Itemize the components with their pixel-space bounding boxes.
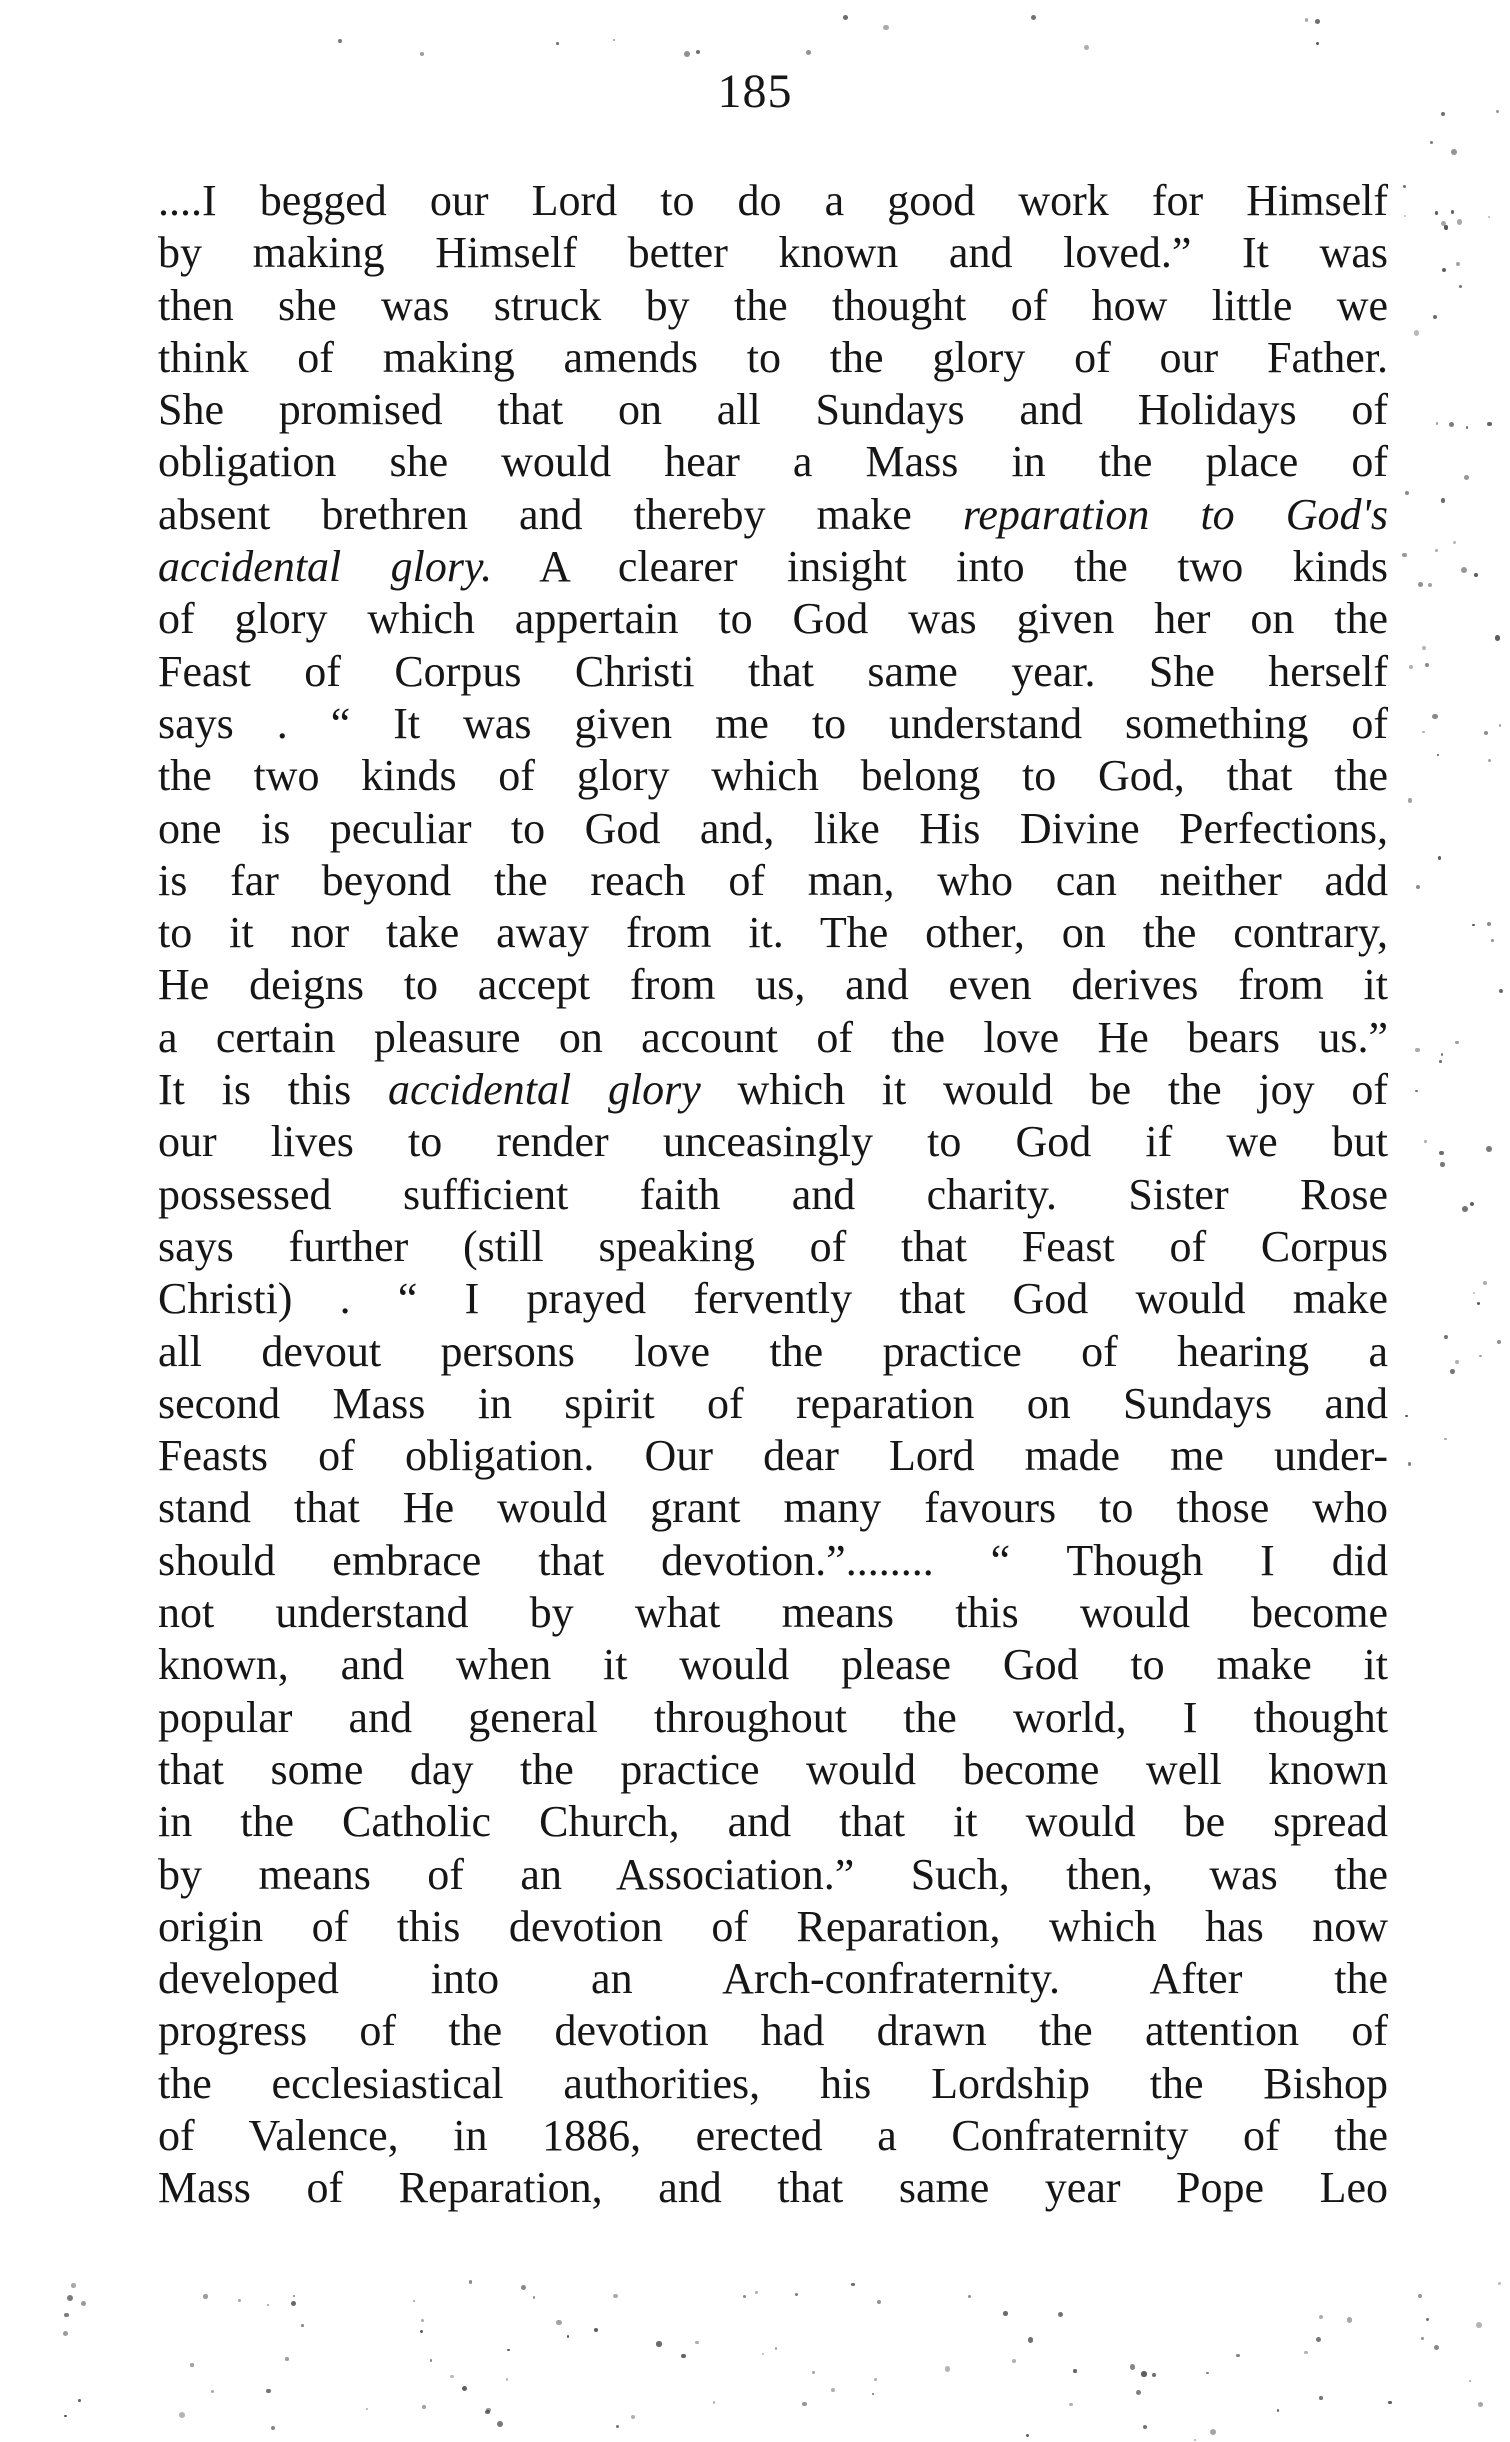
text-segment: a certain pleasure on account of the love He bears us.” xyxy=(158,1012,1388,1062)
text-segment: the two kinds of glory which belong to God, that the xyxy=(158,751,1388,801)
text-segment: to it nor take away from it. The other, on the contrary, xyxy=(158,908,1388,958)
speck xyxy=(1435,549,1438,552)
speck xyxy=(1499,724,1502,727)
speck xyxy=(616,2425,619,2428)
speck xyxy=(1210,2429,1216,2435)
text-line xyxy=(158,2110,1388,2162)
text-segment: by means of an Association.” Such, then, was the xyxy=(158,1849,1388,1899)
speck xyxy=(179,2412,185,2418)
speck xyxy=(1388,2401,1392,2405)
text-segment: then she was struck by the thought of how little we xyxy=(158,280,1388,330)
speck xyxy=(366,2408,368,2410)
speck xyxy=(1316,2337,1321,2342)
text-segment: It is this xyxy=(158,1065,388,1115)
speck xyxy=(1152,2373,1156,2377)
speck xyxy=(1418,2294,1422,2298)
speck xyxy=(1477,1302,1480,1305)
speck xyxy=(1491,939,1494,942)
text-line xyxy=(158,803,1388,855)
text-line xyxy=(158,1744,1388,1796)
speck xyxy=(420,2330,424,2334)
speck xyxy=(1470,1202,1474,1206)
speck xyxy=(1497,1340,1501,1344)
speck xyxy=(71,2283,76,2288)
speck xyxy=(497,2421,503,2427)
text-line xyxy=(158,593,1388,645)
text-segment: He deigns to accept from us, and even derives from it xyxy=(158,960,1388,1010)
speck xyxy=(1319,2315,1324,2320)
text-line xyxy=(158,646,1388,698)
speck xyxy=(1130,2364,1135,2369)
speck xyxy=(1405,1415,1408,1418)
text-segment: says . “ It was given me to understand something of xyxy=(158,698,1388,748)
speck xyxy=(1012,2359,1016,2363)
speck xyxy=(1430,141,1433,144)
speck xyxy=(1462,1206,1468,1212)
italic-text: reparation to God's xyxy=(962,489,1389,539)
italic-text: accidental glory. xyxy=(158,542,493,592)
text-segment: Feasts of obligation. Our dear Lord made me under- xyxy=(158,1431,1388,1481)
text-line xyxy=(158,1692,1388,1744)
speck xyxy=(1499,989,1503,993)
text-segment: possessed sufficient faith and charity. Sister Rose xyxy=(158,1169,1388,1219)
speck xyxy=(1206,2372,1209,2375)
text-line xyxy=(158,1639,1388,1691)
speck xyxy=(1466,426,1469,429)
speck xyxy=(1459,285,1462,288)
text-segment: Mass of Reparation, and that same year Pope Leo xyxy=(158,2163,1388,2213)
text-segment: popular and general throughout the world, I thought xyxy=(158,1692,1388,1742)
speck xyxy=(1428,583,1432,587)
speck xyxy=(695,2341,699,2345)
speck xyxy=(613,2294,617,2298)
speck xyxy=(430,2359,432,2361)
speck xyxy=(1451,210,1455,214)
speck xyxy=(1319,2396,1323,2400)
speck xyxy=(1456,262,1460,266)
speck xyxy=(1141,2371,1146,2376)
speck xyxy=(1432,714,1438,720)
speck xyxy=(1488,759,1491,762)
speck xyxy=(1408,798,1413,803)
text-segment: all devout persons love the practice of hearing a xyxy=(158,1326,1388,1376)
body-text xyxy=(158,175,1388,2215)
text-line xyxy=(158,175,1388,227)
speck xyxy=(806,50,811,55)
speck xyxy=(421,2319,424,2322)
text-segment: says further (still speaking of that Feast of Corpus xyxy=(158,1221,1388,1271)
speck xyxy=(1424,1140,1427,1143)
text-line xyxy=(158,1535,1388,1587)
speck xyxy=(1277,2409,1279,2411)
speck xyxy=(1441,221,1446,226)
speck xyxy=(190,2363,194,2367)
speck xyxy=(1478,2402,1483,2407)
speck xyxy=(1416,885,1421,890)
speck xyxy=(485,2410,489,2414)
speck xyxy=(1486,1146,1492,1152)
text-segment: stand that He would grant many favours to those who xyxy=(158,1483,1388,1533)
speck xyxy=(762,2353,764,2355)
text-line xyxy=(158,1064,1388,1116)
speck xyxy=(211,2390,214,2393)
speck xyxy=(802,2402,806,2406)
speck xyxy=(1434,2345,1439,2350)
text-segment: ....I begged our Lord to do a good work for Himself xyxy=(158,176,1388,225)
speck xyxy=(533,2296,535,2298)
text-line xyxy=(158,384,1388,436)
text-line xyxy=(158,2162,1388,2214)
speck xyxy=(1488,216,1490,218)
speck xyxy=(1316,42,1319,45)
text-line xyxy=(158,2058,1388,2110)
text-segment: developed into an Arch-confraternity. After the xyxy=(158,1954,1388,2004)
speck xyxy=(1305,18,1309,22)
speck xyxy=(521,2285,526,2290)
speck xyxy=(1421,2337,1424,2340)
speck xyxy=(413,2300,415,2302)
speck xyxy=(1426,2318,1429,2321)
text-line xyxy=(158,1221,1388,1273)
speck xyxy=(462,2386,467,2391)
text-line xyxy=(158,1587,1388,1639)
speck xyxy=(843,15,848,20)
text-line xyxy=(158,332,1388,384)
italic-text: accidental glory xyxy=(387,1065,701,1115)
text-segment: absent brethren and thereby make xyxy=(158,489,963,539)
speck xyxy=(1461,567,1467,573)
speck xyxy=(1405,491,1409,495)
speck xyxy=(874,2378,877,2381)
speck xyxy=(883,25,888,30)
speck xyxy=(271,2426,276,2431)
speck xyxy=(267,2304,269,2306)
speck xyxy=(812,2371,815,2374)
text-line xyxy=(158,1482,1388,1534)
text-line xyxy=(158,280,1388,332)
speck xyxy=(64,2415,67,2418)
speck xyxy=(285,2357,289,2361)
speck xyxy=(1451,149,1457,155)
text-segment: origin of this devotion of Reparation, which has now xyxy=(158,1901,1388,1951)
speck xyxy=(266,2389,270,2393)
speck xyxy=(1441,498,1445,502)
speck xyxy=(1495,635,1501,641)
speck xyxy=(1003,2311,1008,2316)
speck xyxy=(1476,2322,1482,2328)
speck xyxy=(696,50,700,54)
speck xyxy=(422,2405,426,2409)
speck xyxy=(203,2294,207,2298)
speck xyxy=(506,2378,508,2380)
speck xyxy=(1440,1162,1444,1166)
text-segment: think of making amends to the glory of our Father. xyxy=(158,332,1388,382)
text-line xyxy=(158,1901,1388,1953)
text-segment: Christi) . “ I prayed fervently that God would make xyxy=(158,1274,1388,1324)
text-line xyxy=(158,436,1388,488)
speck xyxy=(968,2295,971,2298)
speck xyxy=(1439,1151,1444,1156)
speck xyxy=(1436,422,1438,424)
speck xyxy=(1028,2337,1034,2343)
speck xyxy=(1444,225,1448,229)
speck xyxy=(1403,185,1406,188)
speck xyxy=(1415,1090,1417,1092)
speck xyxy=(713,2401,715,2403)
text-line xyxy=(158,1116,1388,1168)
text-segment: progress of the devotion had drawn the attention of xyxy=(158,2006,1388,2056)
speck xyxy=(1444,1335,1448,1339)
speck xyxy=(872,2393,874,2395)
text-line xyxy=(158,227,1388,279)
speck xyxy=(684,51,690,57)
speck xyxy=(1450,1369,1455,1374)
speck xyxy=(1418,582,1423,587)
text-segment: second Mass in spirit of reparation on Sundays and xyxy=(158,1378,1388,1428)
speck xyxy=(1414,330,1419,335)
speck xyxy=(1073,2369,1076,2372)
speck xyxy=(831,2388,835,2392)
text-segment: in the Catholic Church, and that it would be spread xyxy=(158,1797,1388,1847)
speck xyxy=(1453,541,1456,544)
speck xyxy=(293,2295,295,2297)
speck xyxy=(1474,573,1478,577)
speck xyxy=(1194,2439,1196,2441)
speck xyxy=(1026,2434,1030,2438)
speck xyxy=(507,2349,509,2351)
text-segment: A clearer insight into the two kinds xyxy=(492,542,1388,592)
speck xyxy=(1439,1060,1442,1063)
text-line xyxy=(158,959,1388,1011)
speck xyxy=(1084,45,1089,50)
text-line xyxy=(158,1012,1388,1064)
speck xyxy=(450,2375,454,2379)
speck xyxy=(1483,1281,1487,1285)
speck xyxy=(1136,2390,1141,2395)
speck xyxy=(567,2335,569,2337)
text-segment: known, and when it would please God to make it xyxy=(158,1640,1388,1690)
page-number: 185 xyxy=(717,65,793,118)
text-segment: by making Himself better known and loved.” It was xyxy=(158,228,1388,278)
text-line xyxy=(158,1378,1388,1430)
speck xyxy=(877,2300,881,2304)
speck xyxy=(1415,1048,1420,1053)
speck xyxy=(63,2331,69,2337)
speck xyxy=(1444,1438,1446,1440)
speck xyxy=(469,2280,473,2284)
text-segment: our lives to render unceasingly to God if we but xyxy=(158,1117,1388,1167)
speck xyxy=(795,2293,798,2296)
speck xyxy=(1484,731,1488,735)
speck xyxy=(1031,15,1036,20)
speck xyxy=(945,2366,950,2371)
speck xyxy=(556,2320,562,2326)
speck xyxy=(1464,475,1469,480)
speck xyxy=(338,39,342,43)
speck xyxy=(594,2328,599,2333)
speck xyxy=(1409,665,1413,669)
text-line xyxy=(158,750,1388,802)
text-line xyxy=(158,1953,1388,2005)
text-line xyxy=(158,2005,1388,2057)
text-line xyxy=(158,1796,1388,1848)
text-line xyxy=(158,1273,1388,1325)
speck xyxy=(1402,553,1406,557)
speck xyxy=(1438,856,1442,860)
speck xyxy=(755,2291,758,2294)
text-line xyxy=(158,541,1388,593)
speck xyxy=(1441,1053,1443,1055)
speck xyxy=(238,2299,241,2302)
speck xyxy=(631,2415,636,2420)
speck xyxy=(1408,1462,1412,1466)
text-line xyxy=(158,1169,1388,1221)
text-line xyxy=(158,1326,1388,1378)
speck xyxy=(1315,19,1320,24)
text-segment: of glory which appertain to God was given her on the xyxy=(158,594,1388,644)
speck xyxy=(1422,646,1426,650)
speck xyxy=(743,2295,746,2298)
text-segment: obligation she would hear a Mass in the place of xyxy=(158,437,1388,487)
text-line xyxy=(158,907,1388,959)
speck xyxy=(1433,315,1437,319)
speck xyxy=(1304,2351,1308,2355)
text-segment: is far beyond the reach of man, who can neither add xyxy=(158,855,1388,905)
speck xyxy=(1449,422,1454,427)
speck xyxy=(1404,215,1407,218)
text-segment: should embrace that devotion.”........ “ Though I did xyxy=(158,1535,1388,1585)
speck xyxy=(1143,2425,1147,2429)
text-segment: She promised that on all Sundays and Holidays of xyxy=(158,385,1388,435)
text-line xyxy=(158,855,1388,907)
text-segment: that some day the practice would become well known xyxy=(158,1744,1388,1794)
text-line xyxy=(158,1849,1388,1901)
speck xyxy=(1455,1041,1459,1045)
speck xyxy=(1425,663,1429,667)
speck xyxy=(301,2324,304,2327)
text-segment: one is peculiar to God and, like His Divine Perfections, xyxy=(158,803,1388,853)
speck xyxy=(1457,219,1463,225)
speck xyxy=(78,2399,81,2402)
text-line xyxy=(158,698,1388,750)
text-segment: of Valence, in 1886, erected a Confraternity of the xyxy=(158,2110,1388,2160)
speck xyxy=(1442,268,1446,272)
speck xyxy=(1487,422,1492,427)
speck xyxy=(681,2354,685,2358)
speck xyxy=(1487,922,1491,926)
speck xyxy=(1479,1355,1482,1358)
text-line xyxy=(158,1430,1388,1482)
speck xyxy=(64,2313,69,2318)
speck xyxy=(1435,211,1438,214)
text-segment: which it would be the joy of xyxy=(700,1065,1389,1115)
speck xyxy=(81,2301,86,2306)
speck xyxy=(775,2347,777,2349)
speck xyxy=(1473,1292,1476,1295)
speck xyxy=(1469,2380,1471,2382)
speck xyxy=(1498,2282,1501,2285)
text-segment: Feast of Corpus Christi that same year. She herself xyxy=(158,646,1388,696)
speck xyxy=(656,2341,661,2346)
speck xyxy=(67,2295,73,2301)
text-line xyxy=(158,489,1388,541)
text-segment: not understand by what means this would become xyxy=(158,1588,1388,1638)
speck xyxy=(1437,754,1439,756)
speck xyxy=(556,42,559,45)
speck xyxy=(1422,731,1425,734)
speck xyxy=(1472,924,1475,927)
speck xyxy=(1069,2403,1073,2407)
speck xyxy=(1058,2312,1063,2317)
speck xyxy=(1236,2354,1239,2357)
text-segment: the ecclesiastical authorities, his Lordship the Bishop xyxy=(158,2058,1388,2108)
speck xyxy=(420,52,424,56)
speck xyxy=(486,2408,491,2413)
speck xyxy=(291,2301,296,2306)
speck xyxy=(851,2283,855,2287)
speck xyxy=(1455,1360,1459,1364)
speck xyxy=(613,39,615,41)
speck xyxy=(1347,2317,1353,2323)
